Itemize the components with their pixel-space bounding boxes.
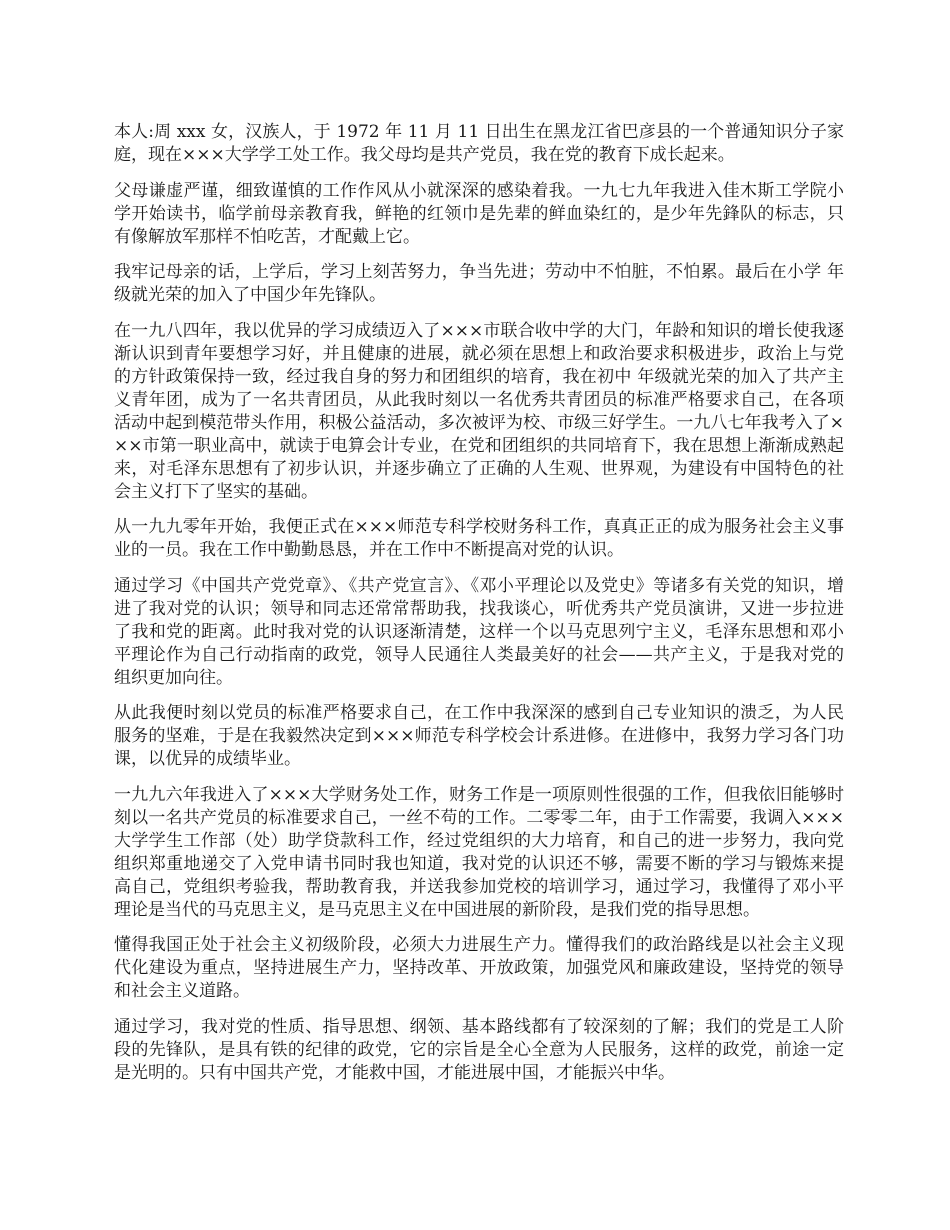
paragraph-7: 从此我便时刻以党员的标准严格要求自己，在工作中我深深的感到自己专业知识的溃乏，为人民服务的坚难，于是在我毅然决定到×××师范专科学校会计系进修。在进修中，我努力学习各门功课，以优异的成绩毕业。	[114, 703, 844, 769]
paragraph-9: 懂得我国正处于社会主义初级阶段，必须大力进展生产力。懂得我们的政治路线是以社会主义现代化建设为重点，坚持进展生产力，坚持改革、开放政策，加强党风和廉政建设，坚持党的领导和社会主义道路。	[114, 935, 844, 1001]
paragraph-6: 通过学习《中国共产党党章》、《共产党宣言》、《邓小平理论以及党史》等诸多有关党的知识，增进了我对党的认识；领导和同志还常常帮助我，找我谈心，听优秀共产党员演讲，又进一步拉进了我和党的距离。此时我对党的认识逐渐清楚，这样一个以马克思列宁主义，毛泽东思想和邓小平理论作为自己行动指南的政党，领导人民通往人类最美好的社会——共产主义，于是我对党的组织更加向往。	[114, 575, 844, 688]
paragraph-1: 本人:周 xxx 女，汉族人，于 1972 年 11 月 11 日出生在黑龙江省巴彦县的一个普通知识分子家庭，现在×××大学学工处工作。我父母均是共产党员，我在党的教育下成长起来。	[114, 122, 844, 165]
paragraph-8: 一九九六年我进入了×××大学财务处工作，财务工作是一项原则性很强的工作，但我依旧能够时刻以一名共产党员的标准要求自己，一丝不苟的工作。二零零二年，由于工作需要，我调入×××大学学生工作部（处）助学贷款科工作，经过党组织的大力培育，和自己的进一步努力，我向党组织郑重地递交了入党申请书同时我也知道，我对党的认识还不够，需要不断的学习与锻炼来提高自己，党组织考验我，帮助教育我，并送我参加党校的培训学习，通过学习，我懂得了邓小平理论是当代的马克思主义，是马克思主义在中国进展的新阶段，是我们党的指导思想。	[114, 784, 844, 920]
paragraph-4: 在一九八四年，我以优异的学习成绩迈入了×××市联合收中学的大门，年龄和知识的增长使我逐渐认识到青年要想学习好，并且健康的进展，就必须在思想上和政治要求积极进步，政治上与党的方针政策保持一致，经过我自身的努力和团组织的培育，我在初中 年级就光荣的加入了共产主义青年团，成为了一名共青团员，从此我时刻以一名优秀共青团员的标准严格要求自己，在各项活动中起到模范带头作用，积极公益活动，多次被评为校、市级三好学生。一九八七年我考入了×××市第一职业高中，就读于电算会计专业，在党和团组织的共同培育下，我在思想上渐渐成熟起来，对毛泽东思想有了初步认识，并逐步确立了正确的人生观、世界观，为建设有中国特色的社会主义打下了坚实的基础。	[114, 320, 844, 502]
paragraph-2: 父母谦虚严谨，细致谨慎的工作作风从小就深深的感染着我。一九七九年我进入佳木斯工学院小学开始读书，临学前母亲教育我，鲜艳的红领巾是先辈的鲜血染红的，是少年先鋒队的标志，只有像解放军那样不怕吃苦，才配戴上它。	[114, 180, 844, 247]
paragraph-10: 通过学习，我对党的性质、指导思想、纲领、基本路线都有了较深刻的了解；我们的党是工人阶段的先锋队，是具有铁的纪律的政党，它的宗旨是全心全意为人民服务，这样的政党，前途一定是光明的。只有中国共产党，才能救中国，才能进展中国，才能振兴中华。	[114, 1016, 844, 1083]
document-body	[114, 121, 844, 1097]
paragraph-3: 我牢记母亲的话，上学后，学习上刻苦努力，争当先进；劳动中不怕脏，不怕累。最后在小学 年级就光荣的加入了中国少年先锋队。	[114, 262, 844, 305]
paragraph-5: 从一九九零年开始，我便正式在×××师范专科学校财务科工作，真真正正的成为服务社会主义事业的一员。我在工作中勤勤恳恳，并在工作中不断提高对党的认识。	[114, 517, 844, 560]
